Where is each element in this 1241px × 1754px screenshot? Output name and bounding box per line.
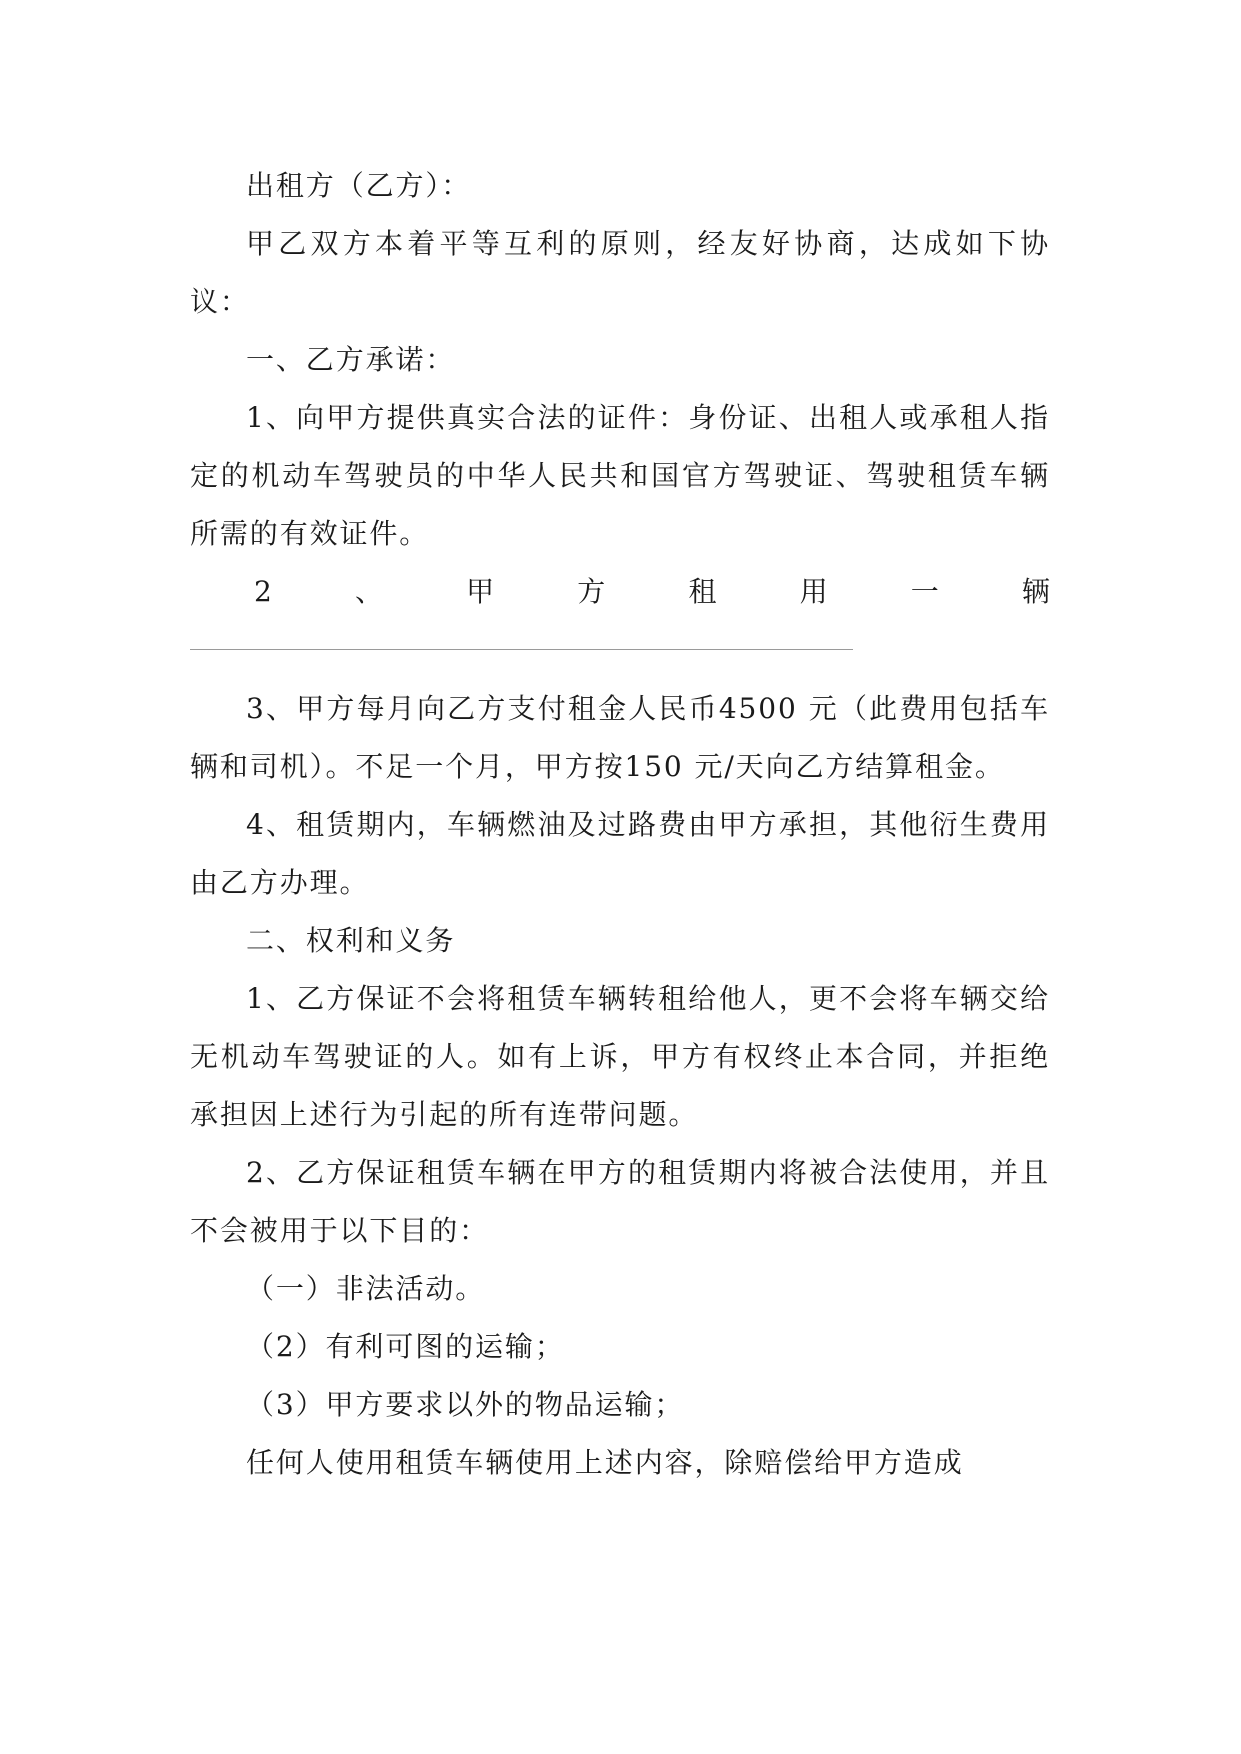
item-1-2: [190, 563, 1050, 621]
section-2-title: 二、权利和义务: [246, 924, 456, 957]
item-1-2-part: 一: [910, 575, 939, 608]
item-1-2-part: 2: [254, 575, 272, 608]
item-1-2-part: 租: [688, 575, 717, 608]
item-2-1: 1、乙方保证不会将租赁车辆转租给他人，更不会将车辆交给无机动车驾驶证的人。如有上诉，甲方有权终止本合同，并拒绝承担因上述行为引起的所有连带问题。: [190, 982, 1050, 1131]
purpose-item-2: （2）有利可图的运输；: [246, 1330, 565, 1363]
blank-fill-line: [190, 649, 853, 650]
item-1-2-part: 方: [577, 575, 606, 608]
lessor-label: 出租方（乙方）：: [246, 169, 472, 202]
purpose-item-3: （3）甲方要求以外的物品运输；: [246, 1388, 685, 1421]
document-body: [190, 157, 1050, 1492]
section-1-title: 一、乙方承诺：: [246, 343, 456, 376]
item-1-1: 1、向甲方提供真实合法的证件：身份证、出租人或承租人指定的机动车驾驶员的中华人民共和国官方驾驶证、驾驶租赁车辆所需的有效证件。: [190, 401, 1050, 550]
item-1-2-part: 辆: [1021, 575, 1050, 608]
item-1-3: 3、甲方每月向乙方支付租金人民币4500 元（此费用包括车辆和司机）。不足一个月，甲方按150 元/天向乙方结算租金。: [190, 692, 1050, 783]
item-2-2: 2、乙方保证租赁车辆在甲方的租赁期内将被合法使用，并且不会被用于以下目的：: [190, 1156, 1050, 1247]
item-1-2-part: 甲: [466, 575, 495, 608]
purpose-item-1: （一）非法活动。: [246, 1272, 486, 1305]
closing-paragraph: 任何人使用租赁车辆使用上述内容，除赔偿给甲方造成: [246, 1446, 964, 1479]
item-1-2-part: 、: [354, 575, 383, 608]
item-1-4: 4、租赁期内，车辆燃油及过路费由甲方承担，其他衍生费用由乙方办理。: [190, 808, 1050, 899]
item-1-2-part: 用: [799, 575, 828, 608]
intro-paragraph: 甲乙双方本着平等互利的原则，经友好协商，达成如下协议：: [190, 227, 1050, 318]
